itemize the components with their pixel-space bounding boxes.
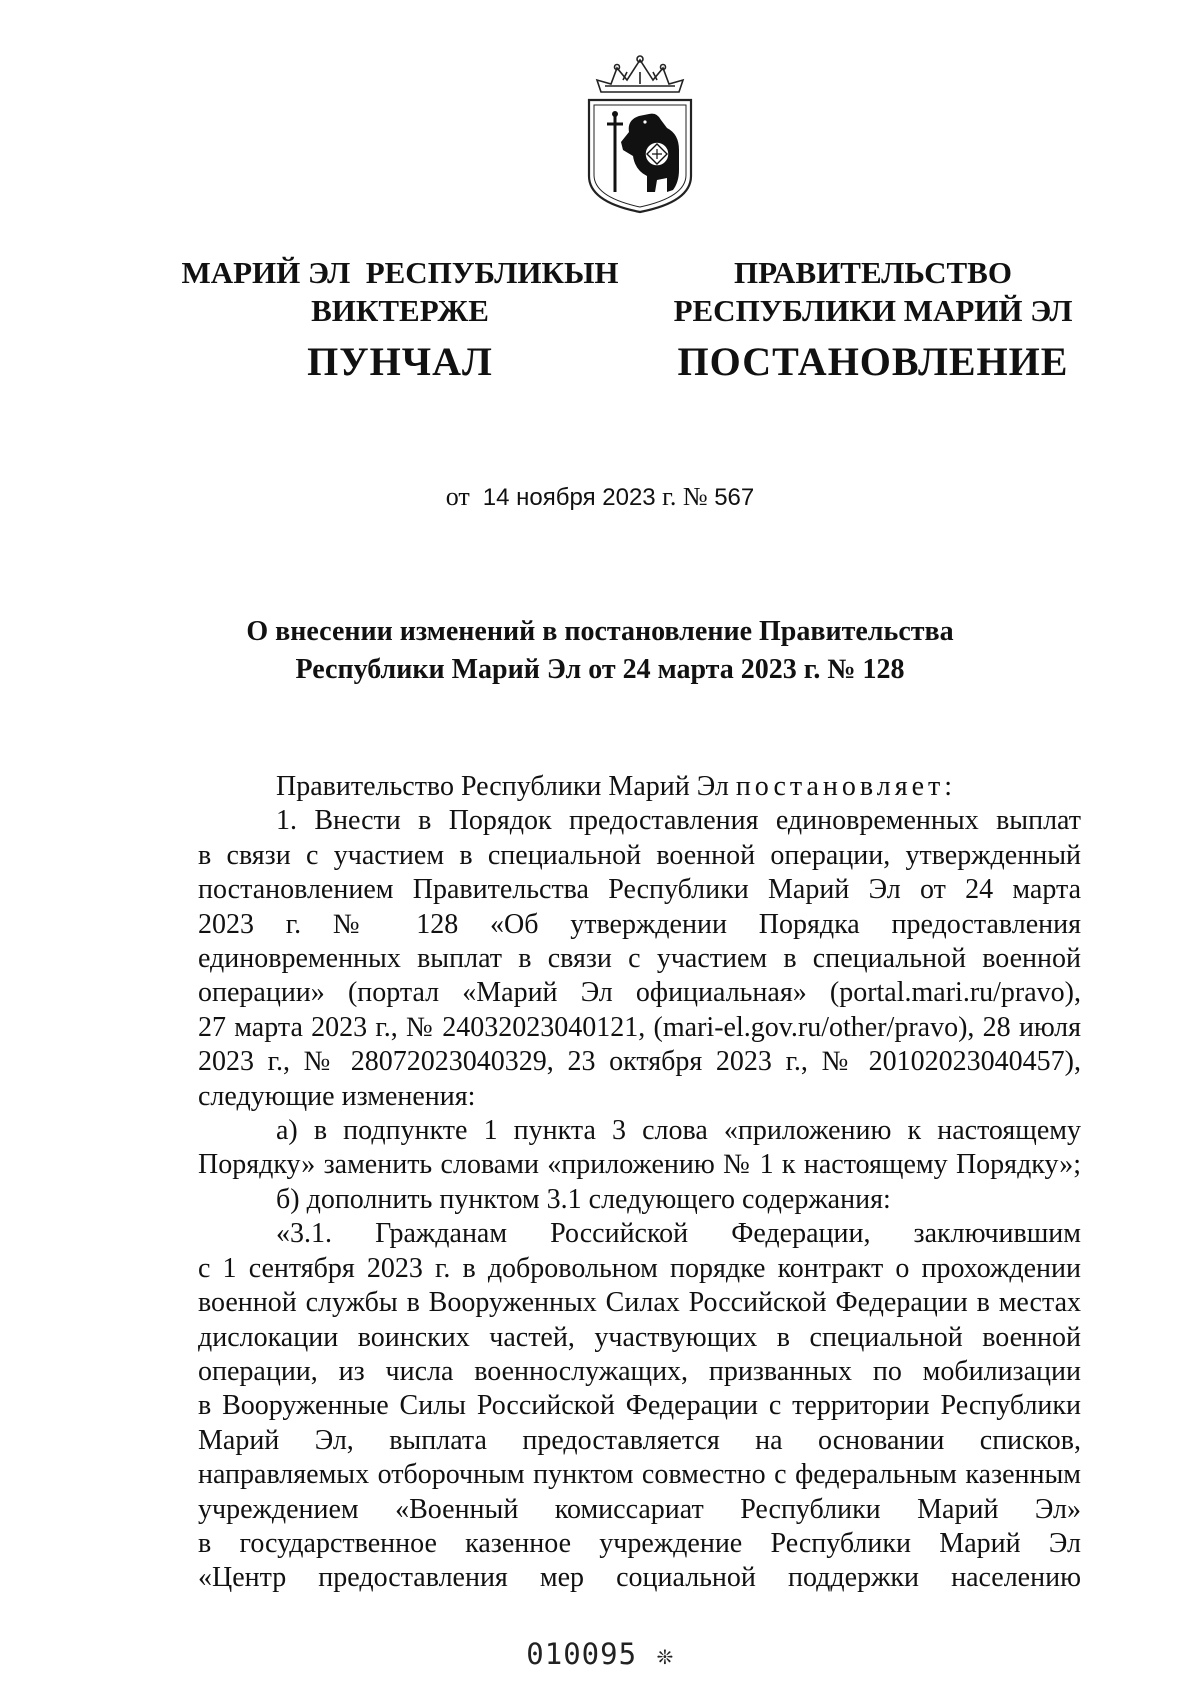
header-right-line1: ПРАВИТЕЛЬСТВО — [734, 255, 1012, 290]
header-right — [668, 254, 1078, 384]
date-suffix: г. № — [662, 482, 708, 511]
body-line: 2023 г. № 128 «Об утверждении Порядка предоставления — [198, 908, 1081, 940]
body-line: с 1 сентября 2023 г. в добровольном порядке контракт о прохождении — [198, 1252, 1081, 1284]
page-number-value: 010095 — [526, 1637, 638, 1671]
body-line: а) в подпункте 1 пункта 3 слова «приложению к настоящему — [276, 1115, 1081, 1147]
header-right-line2: РЕСПУБЛИКИ МАРИЙ ЭЛ — [673, 293, 1073, 328]
body-line: 27 марта 2023 г., № 24032023040121, (mari-el.gov.ru/other/pravo), 28 июля — [198, 1011, 1081, 1043]
title-line: О внесении изменений в постановление Правительства — [246, 616, 954, 647]
body-line: следующие изменения: — [198, 1080, 476, 1112]
body-line: 1. Внести в Порядок предоставления единовременных выплат — [276, 805, 1081, 837]
body-line: единовременных выплат в связи с участием в специальной военной — [198, 943, 1081, 975]
body-line: 2023 г., № 28072023040329, 23 октября 2023 г., № 20102023040457), — [198, 1046, 1081, 1078]
header-left — [175, 254, 625, 384]
title-line: Республики Марий Эл от 24 марта 2023 г. № 128 — [295, 654, 905, 685]
document-number: 567 — [714, 484, 755, 511]
body-line: дислокации воинских частей, участвующих в специальной военной — [198, 1321, 1081, 1353]
body-line: в связи с участием в специальной военной операции, утвержденный — [198, 839, 1081, 871]
body-line: Марий Эл, выплата предоставляется на основании списков, — [198, 1424, 1081, 1456]
body-line: в государственное казенное учреждение Республики Марий Эл — [198, 1527, 1081, 1559]
preamble-text: Правительство Республики Марий Эл — [276, 771, 736, 802]
header-left-line1: МАРИЙ ЭЛ РЕСПУБЛИКЫН — [181, 255, 619, 290]
ornament-mark-icon: ❊ — [657, 1641, 674, 1671]
body-line: операции, из числа военнослужащих, призванных по мобилизации — [198, 1355, 1081, 1387]
body-line: постановлением Правительства Республики Марий Эл от 24 марта — [198, 874, 1081, 906]
document-body — [198, 770, 1081, 1596]
header-left-doc-type: ПУНЧАЛ — [307, 339, 493, 384]
preamble — [198, 770, 1081, 804]
body-line: операции» (портал «Марий Эл официальная» (portal.mari.ru/pravo), — [198, 977, 1081, 1009]
document-date-line — [0, 482, 1200, 512]
preamble-decree-word: постановляет: — [735, 771, 957, 802]
page-number — [0, 1637, 1200, 1671]
body-line: направляемых отборочным пунктом совместно с федеральным казенным — [198, 1459, 1081, 1491]
body-line: в Вооруженные Силы Российской Федерации с территории Республики — [198, 1390, 1081, 1422]
body-line: б) дополнить пунктом 3.1 следующего содержания: — [276, 1183, 891, 1215]
body-line: учреждением «Военный комиссариат Республики Марий Эл» — [198, 1493, 1081, 1525]
body-line: Порядку» заменить словами «приложению № 1 к настоящему Порядку»; — [198, 1149, 1081, 1181]
header-right-doc-type: ПОСТАНОВЛЕНИЕ — [677, 339, 1069, 384]
header-left-line2: ВИКТЕРЖЕ — [311, 293, 489, 328]
document-title — [150, 613, 1050, 689]
document-date: 14 ноября 2023 — [482, 484, 656, 511]
body-line: военной службы в Вооруженных Силах Российской Федерации в местах — [198, 1287, 1081, 1319]
coat-of-arms-icon — [583, 50, 697, 216]
date-prefix: от — [445, 482, 470, 511]
body-line: «Центр предоставления мер социальной поддержки населению — [198, 1562, 1081, 1594]
body-line: «3.1. Гражданам Российской Федерации, заключившим — [276, 1218, 1081, 1250]
